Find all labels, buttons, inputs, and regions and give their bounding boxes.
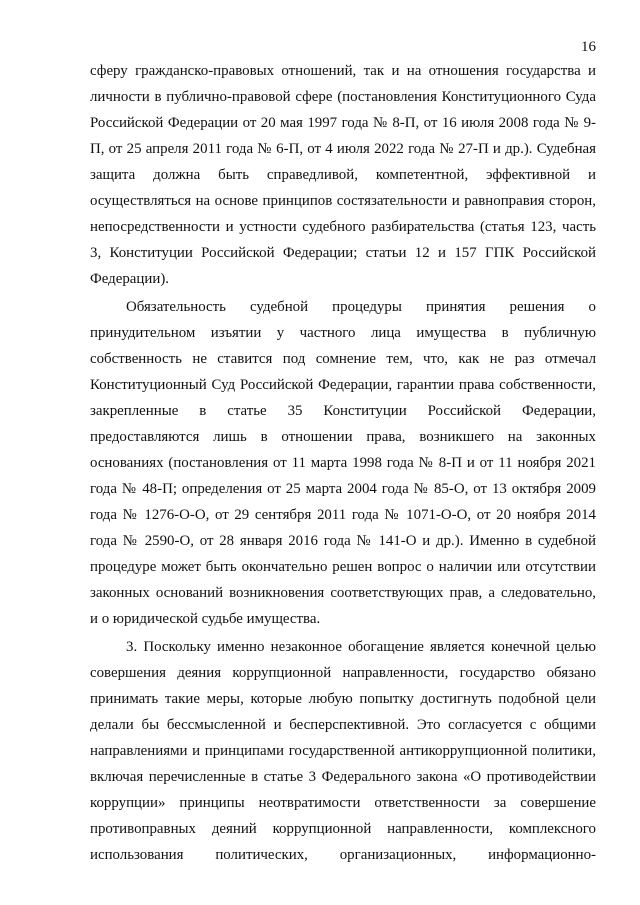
text-line: собственность не ставится под сомнение тем, что, как не раз отмечал bbox=[90, 351, 596, 367]
text-line: Обязательность судебной процедуры принятия решения о bbox=[126, 299, 596, 315]
text-line: Российской Федерации от 20 мая 1997 года № 8-П, от 16 июля 2008 года № 9- bbox=[90, 115, 596, 131]
text-line: 3. Поскольку именно незаконное обогащение является конечной целью bbox=[126, 639, 596, 655]
text-line: П, от 25 апреля 2011 года № 6-П, от 4 июля 2022 года № 27-П и др.). Судебная bbox=[90, 141, 596, 157]
text-line: Федерации). bbox=[90, 271, 170, 287]
text-line: включая перечисленные в статье 3 Федерального закона «О противодействии bbox=[90, 769, 596, 785]
text-line: года № 1276-О-О, от 29 сентября 2011 года № 1071-О-О, от 20 ноября 2014 bbox=[90, 507, 596, 523]
text-line: использования политических, организационных, информационно- bbox=[90, 847, 596, 863]
text-line: предоставляются лишь в отношении права, возникшего на законных bbox=[90, 429, 596, 445]
text-line: делали бы бессмысленной и бесперспективной. Это согласуется с общими bbox=[90, 717, 596, 733]
text-line: непосредственности и устности судебного разбирательства (статья 123, часть bbox=[90, 219, 596, 235]
text-line: личности в публично-правовой сфере (постановления Конституционного Суда bbox=[90, 89, 596, 105]
text-line: года № 2590-О, от 28 января 2016 года № 141-О и др.). Именно в судебной bbox=[90, 533, 596, 549]
text-line: 3, Конституции Российской Федерации; статьи 12 и 157 ГПК Российской bbox=[90, 245, 596, 261]
text-line: принимать такие меры, которые любую попытку достигнуть подобной цели bbox=[90, 691, 596, 707]
text-line: года № 48-П; определения от 25 марта 2004 года № 85-О, от 13 октября 2009 bbox=[90, 481, 596, 497]
text-line: закрепленные в статье 35 Конституции Российской Федерации, bbox=[90, 403, 596, 419]
page-number: 16 bbox=[581, 39, 596, 55]
text-line: принудительном изъятии у частного лица имущества в публичную bbox=[90, 325, 596, 341]
text-line: и о юридической судьбе имущества. bbox=[90, 611, 321, 627]
text-line: коррупции» принципы неотвратимости ответственности за совершение bbox=[90, 795, 596, 811]
text-line: осуществляться на основе принципов состязательности и равноправия сторон, bbox=[90, 193, 596, 209]
text-line: защита должна быть справедливой, компетентной, эффективной и bbox=[90, 167, 596, 183]
text-line: процедуре может быть окончательно решен вопрос о наличии или отсутствии bbox=[90, 559, 596, 575]
text-line: основаниях (постановления от 11 марта 1998 года № 8-П и от 11 ноября 2021 bbox=[90, 455, 596, 471]
text-line: Конституционный Суд Российской Федерации, гарантии права собственности, bbox=[90, 377, 596, 393]
text-line: законных оснований возникновения соответствующих прав, а следовательно, bbox=[90, 585, 596, 601]
text-line: противоправных деяний коррупционной направленности, комплексного bbox=[90, 821, 596, 837]
text-line: направлениями и принципами государственной антикоррупционной политики, bbox=[90, 743, 596, 759]
text-line: совершения деяния коррупционной направленности, государство обязано bbox=[90, 665, 596, 681]
text-line: сферу гражданско-правовых отношений, так и на отношения государства и bbox=[90, 63, 596, 79]
